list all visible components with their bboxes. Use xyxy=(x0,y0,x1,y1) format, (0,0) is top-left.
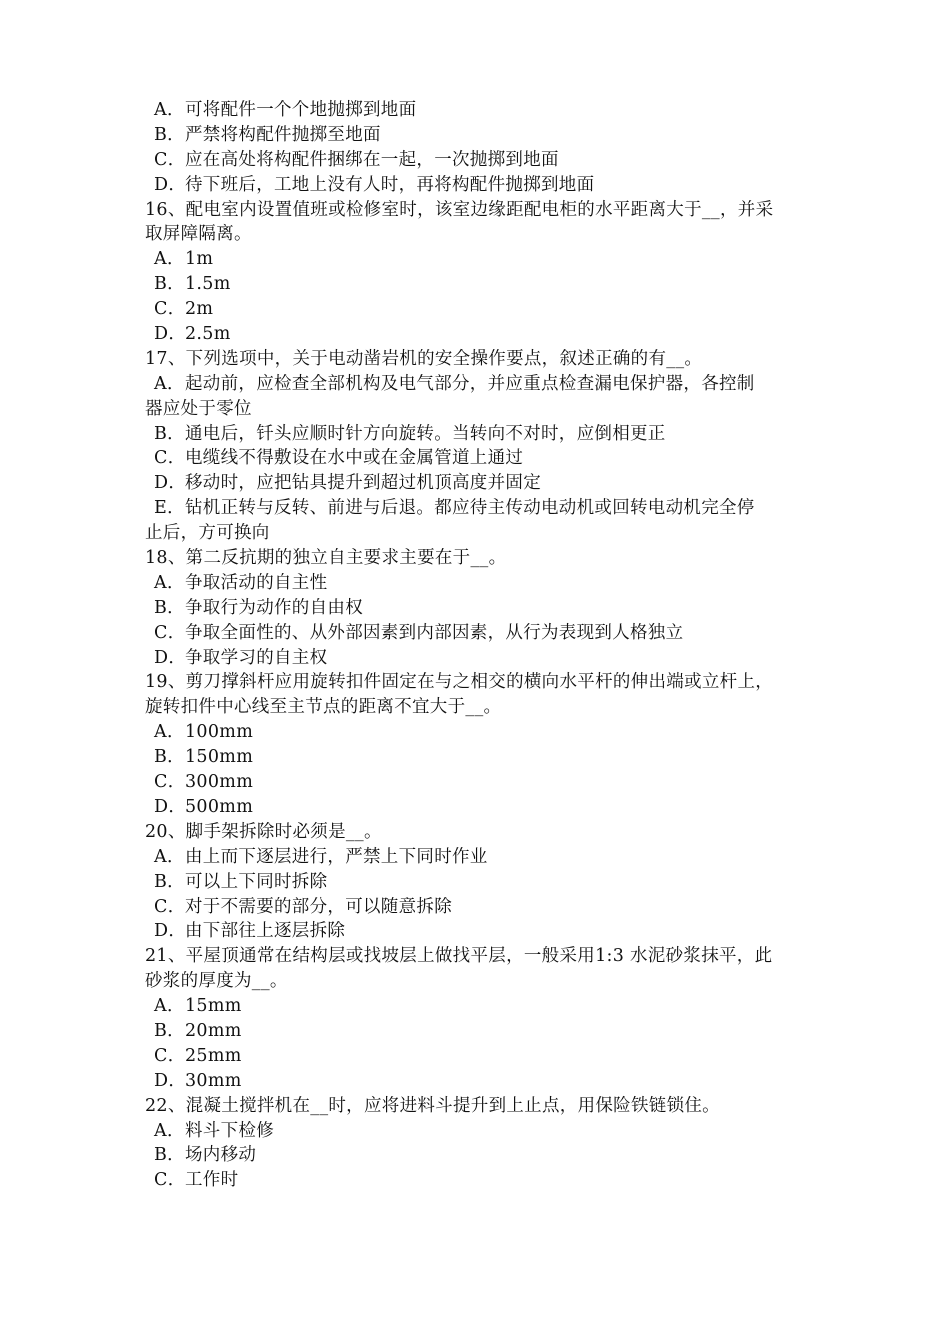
option-line xyxy=(145,148,815,173)
question-block xyxy=(145,670,815,819)
exam-content xyxy=(145,98,815,1193)
option-letter: D． xyxy=(154,473,187,494)
option-line xyxy=(145,471,815,496)
option-text: 对于不需要的部分，可以随意拆除 xyxy=(185,896,452,917)
option-line xyxy=(145,770,815,795)
option-line xyxy=(145,123,815,148)
option-text: 1.5m xyxy=(185,274,231,295)
option-letter: B． xyxy=(154,597,185,618)
option-line xyxy=(145,1019,815,1044)
question-block xyxy=(145,1094,815,1194)
option-text: 15mm xyxy=(185,996,242,1017)
option-text: 30mm xyxy=(185,1070,242,1091)
option-letter: D． xyxy=(154,921,187,942)
option-letter: A． xyxy=(154,249,185,270)
option-line xyxy=(145,1119,815,1144)
option-line xyxy=(145,496,815,521)
option-text: 由上而下逐层进行，严禁上下同时作业 xyxy=(185,846,488,867)
option-text: 待下班后，工地上没有人时，再将构配件抛掷到地面 xyxy=(185,174,595,195)
option-text: 150mm xyxy=(185,747,254,768)
option-text: 场内移动 xyxy=(185,1145,257,1166)
option-letter: A． xyxy=(154,722,185,743)
option-line xyxy=(145,621,815,646)
option-text: 电缆线不得敷设在水中或在金属管道上通过 xyxy=(185,448,524,469)
option-text: 争取活动的自主性 xyxy=(185,572,328,593)
option-line xyxy=(145,571,815,596)
option-line xyxy=(145,446,815,471)
question-stem: 21、平屋顶通常在结构层或找坡层上做找平层，一般采用1:3 水泥砂浆抹平，此 xyxy=(145,946,773,967)
question-stem: 18、第二反抗期的独立自主要求主要在于__。 xyxy=(145,548,507,569)
option-letter: A． xyxy=(154,572,185,593)
option-text: 可以上下同时拆除 xyxy=(185,871,328,892)
option-line xyxy=(145,272,815,297)
option-letter: D． xyxy=(154,174,187,195)
question-block xyxy=(145,198,815,347)
option-letter: C． xyxy=(154,622,186,643)
option-letter: E． xyxy=(154,498,185,519)
question-block xyxy=(145,944,815,1093)
option-text: 争取学习的自主权 xyxy=(185,647,328,668)
option-letter: A． xyxy=(154,373,185,394)
option-text: 钻机正转与反转、前进与后退。都应待主传动电动机或回转电动机完全停 xyxy=(185,498,755,519)
option-line xyxy=(145,1044,815,1069)
option-text: 300mm xyxy=(185,772,254,793)
option-text: 严禁将构配件抛掷至地面 xyxy=(185,124,381,145)
option-line xyxy=(145,596,815,621)
option-text: 由下部往上逐层拆除 xyxy=(185,921,346,942)
option-letter: D． xyxy=(154,796,187,817)
option-text: 2m xyxy=(185,299,214,320)
question-stem: 19、剪刀撑斜杆应用旋转扣件固定在与之相交的横向水平杆的伸出端或立杆上， xyxy=(145,672,774,693)
option-letter: C． xyxy=(154,772,186,793)
option-letter: B． xyxy=(154,124,185,145)
option-letter: C． xyxy=(154,149,186,170)
option-letter: B． xyxy=(154,1020,185,1041)
option-letter: D． xyxy=(154,1070,187,1091)
question-block xyxy=(145,820,815,944)
option-text: 25mm xyxy=(185,1045,242,1066)
option-letter: A． xyxy=(154,100,185,120)
option-letter: B． xyxy=(154,747,185,768)
question-stem: 20、脚手架拆除时必须是__。 xyxy=(145,821,382,842)
option-letter: C． xyxy=(154,1170,186,1191)
option-line xyxy=(145,1069,815,1094)
option-line xyxy=(145,247,815,272)
option-line xyxy=(145,297,815,322)
question-stem: 旋转扣件中心线至主节点的距离不宜大于__。 xyxy=(145,697,502,718)
question-stem: 砂浆的厚度为__。 xyxy=(145,971,288,992)
option-line xyxy=(145,795,815,820)
option-text: 100mm xyxy=(185,722,254,743)
option-line xyxy=(145,322,815,347)
question-block xyxy=(145,546,815,670)
option-line xyxy=(145,173,815,198)
question-stem: 17、下列选项中，关于电动凿岩机的安全操作要点，叙述正确的有__。 xyxy=(145,348,703,369)
option-letter: C． xyxy=(154,1045,186,1066)
option-letter: A． xyxy=(154,996,185,1017)
question-stem: 22、混凝土搅拌机在__时，应将进料斗提升到上止点，用保险铁链锁住。 xyxy=(145,1095,720,1116)
option-text: 1m xyxy=(185,249,214,270)
option-letter: B． xyxy=(154,274,185,295)
option-line xyxy=(145,1143,815,1168)
question-stem: 取屏障隔离。 xyxy=(145,224,252,245)
option-text: 移动时，应把钻具提升到超过机顶高度并固定 xyxy=(185,473,541,494)
option-text: 500mm xyxy=(185,796,254,817)
option-text: 20mm xyxy=(185,1020,242,1041)
option-line xyxy=(145,720,815,745)
option-line xyxy=(145,646,815,671)
option-line xyxy=(145,372,815,397)
option-text: 工作时 xyxy=(185,1170,239,1191)
option-letter: A． xyxy=(154,1120,185,1141)
question-stem: 16、配电室内设置值班或检修室时，该室边缘距配电柜的水平距离大于__，并采 xyxy=(145,199,774,220)
question-block xyxy=(145,347,815,546)
option-line xyxy=(145,1168,815,1193)
option-letter: A． xyxy=(154,846,185,867)
option-letter: C． xyxy=(154,299,186,320)
option-letter: B． xyxy=(154,1145,185,1166)
option-text: 争取行为动作的自由权 xyxy=(185,597,363,618)
option-letter: D． xyxy=(154,647,187,668)
option-letter: B． xyxy=(154,423,185,444)
option-line xyxy=(145,994,815,1019)
option-line: 止后，方可换向 xyxy=(145,523,270,544)
option-text: 2.5m xyxy=(185,324,231,345)
option-text: 可将配件一个个地抛掷到地面 xyxy=(185,100,417,120)
option-line xyxy=(145,895,815,920)
option-line xyxy=(145,919,815,944)
option-letter: D． xyxy=(154,324,187,345)
option-line xyxy=(145,98,815,123)
option-line: 器应处于零位 xyxy=(145,398,252,419)
option-line xyxy=(145,845,815,870)
option-line xyxy=(145,422,815,447)
option-line xyxy=(145,870,815,895)
option-line xyxy=(145,745,815,770)
option-text: 通电后，钎头应顺时针方向旋转。当转向不对时，应倒相更正 xyxy=(185,423,666,444)
option-letter: C． xyxy=(154,448,186,469)
option-letter: B． xyxy=(154,871,185,892)
option-text: 争取全面性的、从外部因素到内部因素，从行为表现到人格独立 xyxy=(185,622,684,643)
option-text: 应在高处将构配件捆绑在一起，一次抛掷到地面 xyxy=(185,149,559,170)
option-text: 起动前，应检查全部机构及电气部分，并应重点检查漏电保护器，各控制 xyxy=(185,373,755,394)
option-text: 料斗下检修 xyxy=(185,1120,274,1141)
option-letter: C． xyxy=(154,896,186,917)
